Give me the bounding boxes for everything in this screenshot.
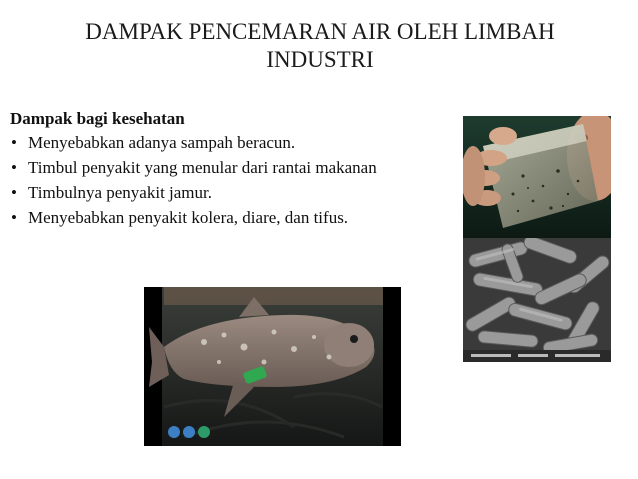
list-item — [10, 207, 403, 229]
bullet-text: Menyebabkan adanya sampah beracun. — [28, 133, 296, 152]
bullet-list — [10, 132, 410, 229]
bacteria-micrograph-photo — [463, 238, 611, 362]
list-item — [10, 182, 410, 204]
bullet-text: Menyebabkan penyakit kolera, diare, dan tifus. — [28, 208, 349, 227]
list-item — [10, 132, 410, 154]
bullet-icon: • — [11, 183, 17, 202]
slide-body — [10, 108, 410, 232]
person-drinking-dirty-water-photo — [463, 116, 611, 238]
list-item — [10, 157, 403, 179]
slide-title-line1: DAMPAK PENCEMARAN AIR OLEH LIMBAH — [85, 19, 555, 44]
bullet-icon: • — [11, 158, 17, 177]
diseased-fish-photo — [144, 287, 401, 446]
bullet-icon: • — [11, 208, 17, 227]
bullet-text: Timbul penyakit yang menular dari rantai makanan — [28, 158, 377, 177]
bullet-icon: • — [11, 133, 17, 152]
bullet-text: Timbulnya penyakit jamur. — [28, 183, 213, 202]
slide-title-line2: INDUSTRI — [266, 47, 374, 72]
slide-title — [40, 18, 600, 74]
subheading: Dampak bagi kesehatan — [10, 109, 185, 128]
